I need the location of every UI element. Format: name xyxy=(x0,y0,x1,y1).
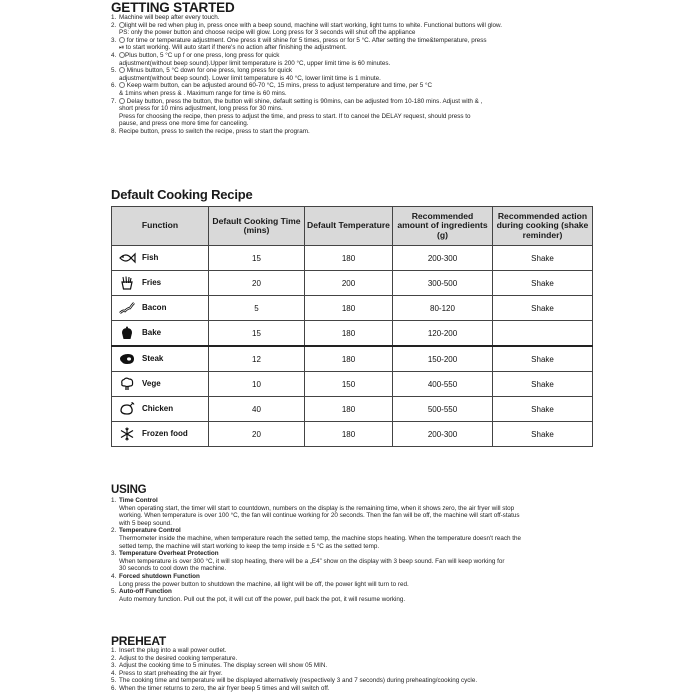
table-row: Steak 12 180 150-200 Shake xyxy=(112,346,593,372)
table-row: Frozen food 20 180 200-300 Shake xyxy=(112,422,593,447)
table-row: Vege 10 150 400-550 Shake xyxy=(112,372,593,397)
list-item: 1. Insert the plug into a wall power outlet. xyxy=(111,647,227,654)
header-action: Recommended action during cooking (shake reminder) xyxy=(493,207,593,246)
header-function: Function xyxy=(112,207,209,246)
preheat-list xyxy=(111,647,591,693)
using-title: USING xyxy=(111,484,147,496)
fish-icon xyxy=(118,251,136,265)
list-item: 6. When the timer returns to zero, the air fryer beep 5 times and will switch off. xyxy=(111,684,330,692)
list-item: 4. Forced shutdown Function Long press the power button to shutdown the machine, all light will be off, the power light will turn to red. xyxy=(111,572,409,588)
bacon-icon xyxy=(118,301,136,315)
getting-started-list xyxy=(111,14,591,136)
table-row: Fries 20 200 300-500 Shake xyxy=(112,271,593,296)
keep-warm-button-icon xyxy=(119,82,125,88)
chicken-icon xyxy=(118,402,136,416)
list-item: 8. Recipe button, press to switch the recipe, press to start the program. xyxy=(111,127,310,135)
vege-icon xyxy=(118,377,136,391)
list-item: 2. Adjust to the desired cooking temperature. xyxy=(111,654,238,662)
list-item: 4. Plus button, 5 °C up f or one press, long press for quick adjustment(without beep sound).Upper limit temperature is 200 °C, upper limit time is 60 minutes. xyxy=(111,51,391,67)
recipe-table-title: Default Cooking Recipe xyxy=(111,187,253,202)
list-item: 5. Minus button, 5 °C down for one press, long press for quick adjustment(without beep sound). Lower limit temperature is 40 °C, lower limit time is 1 minute. xyxy=(111,67,381,82)
time-temp-button-icon xyxy=(119,37,125,43)
bake-icon xyxy=(118,326,136,340)
table-row: Bacon 5 180 80-120 Shake xyxy=(112,296,593,321)
preheat-title: PREHEAT xyxy=(111,634,167,648)
list-item: 5. Auto-off Function Auto memory function. Pull out the pot, it will cut off the power, pull back the pot, it will resume working. xyxy=(111,588,406,603)
start-icon: ⏯ xyxy=(119,44,125,52)
list-item: 2. light will be red when plug in, press once with a beep sound, machine will start working, light turns to white. Functional buttons will glow. PS: only the power button and choose recipe will glow. Long press for 3 seconds will shut off the appliance xyxy=(111,21,502,37)
list-item: 1. Time Control When operating start, the timer will start to countdown, numbers on the display is the remaining time, when it shows zero, the air fryer will stop working. When temperature is over 100 °C, the fan will continue working for 20 seconds. Then the fan will be off, the machine will start off-status with 5 beep sound. xyxy=(111,497,520,527)
minus-button-icon xyxy=(119,67,125,73)
frozen-food-icon xyxy=(118,427,136,441)
list-item: 2. Temperature Control Thermometer inside the machine, when temperature reach the setted temp, the machine stops heating. When the temperature doesn't reach the setted temp, the machine will start working to keep the temp inside ± 5 °C as the setted temp. xyxy=(111,527,521,550)
delay-button-icon xyxy=(119,98,125,104)
header-temperature: Default Temperature xyxy=(305,207,393,246)
table-header-row xyxy=(112,207,593,246)
list-item: 7. Delay button, press the button, the button will shine, default setting is 90mins, can be adjusted from 10-180 mins. Adjust with & , short press for 10 mins adjustment, long press for 30 mins. Press for choosing the recipe, then press to adjust the time, and press to start. If to cancel the DELAY request, should press to pause, and press one more time for canceling. xyxy=(111,97,483,128)
list-item: 1. Machine will beep after every touch. xyxy=(111,14,220,21)
list-item: 3. for time or temperature adjustment. One press it will shine for 5 times, press or for 5 °C. After setting the time&temperature, press ⏯ to start working. Will auto start if there's no action after finishing the adjustment. xyxy=(111,36,487,52)
getting-started-title: GETTING STARTED xyxy=(111,0,235,15)
list-item: 3. Adjust the cooking time to 5 minutes. The display screen will show 05 MIN. xyxy=(111,662,328,670)
using-list xyxy=(111,497,591,603)
recipe-table xyxy=(111,206,593,447)
steak-icon xyxy=(118,352,136,366)
list-item: 6. Keep warm button, can be adjusted around 60-70 °C, 15 mins, press to adjust temperature and time, per 5 °C & 1mins when press & . Maximum range for time is 60 mins. xyxy=(111,82,433,97)
fries-icon xyxy=(118,276,136,290)
list-item: 3. Temperature Overheat Protection When temperature is over 300 °C, it will stop heating, there will be a „E4” show on the display with 3 beep sound. Fan will keep working for 30 seconds to cool down the machine. xyxy=(111,550,505,573)
list-item: 5. The cooking time and temperature will be displayed alternatively (respectively 3 and 7 seconds) during preheating/cooking cycle. xyxy=(111,677,478,685)
header-amount: Recommended amount of ingredients (g) xyxy=(393,207,493,246)
table-row: Bake 15 180 120-200 xyxy=(112,321,593,347)
header-time: Default Cooking Time (mins) xyxy=(209,207,305,246)
list-item: 4. Press to start preheating the air fryer. xyxy=(111,669,223,677)
table-row: Chicken 40 180 500-550 Shake xyxy=(112,397,593,422)
table-row: Fish 15 180 200-300 Shake xyxy=(112,246,593,271)
